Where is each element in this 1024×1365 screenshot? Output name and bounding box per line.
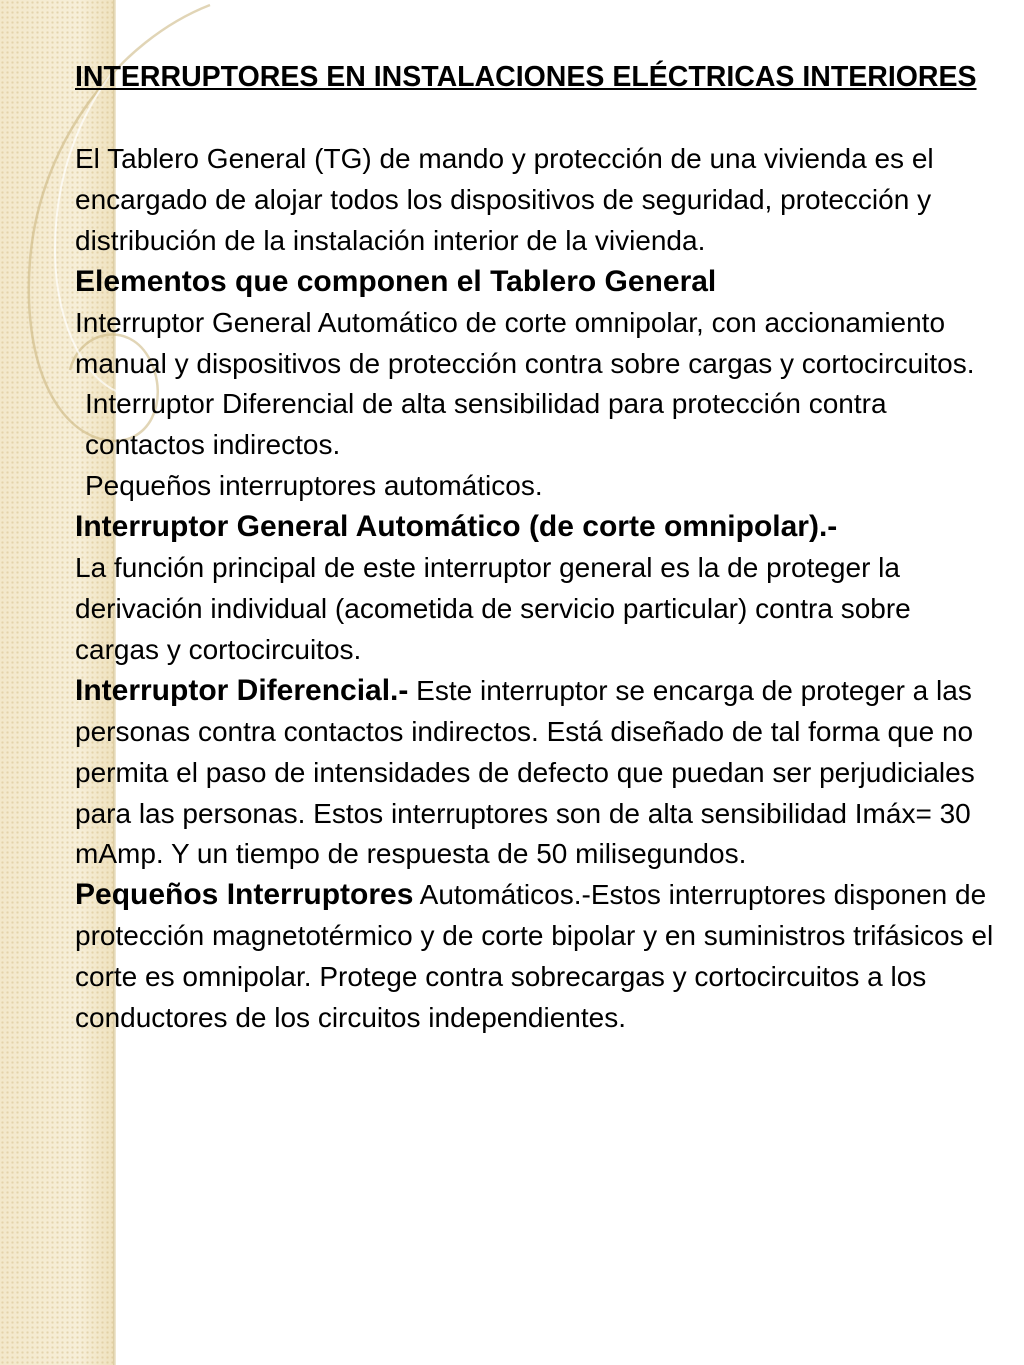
element-item-2: Interruptor Diferencial de alta sensibilidad para protección contra contactos indirectos.: [85, 388, 887, 461]
differential-paragraph: [75, 671, 1000, 876]
intro-paragraph: El Tablero General (TG) de mando y protección de una vivienda es el encargado de alojar todos los dispositivos de seguridad, protección y distribución de la instalación interior de la vivienda.: [75, 143, 934, 256]
small-breakers-text: Automáticos.-Estos interruptores disponen de protección magnetotérmico y de corte bipolar y en suministros trifásicos el corte es omnipolar. Protege contra sobrecargas y cortocircuitos a los conductores de los circuitos independientes.: [75, 879, 994, 1034]
small-breakers-heading: Pequeños Interruptores: [75, 878, 414, 912]
elements-heading: Elementos que componen el Tablero General: [75, 264, 717, 298]
differential-heading: Interruptor Diferencial.-: [75, 673, 409, 707]
small-breakers-paragraph: [75, 875, 1000, 1039]
differential-text: Este interruptor se encarga de proteger a las personas contra contactos indirectos. Está diseñado de tal forma que no permita el paso de intensidades de defecto que puedan ser perjudiciales para las personas. Estos interruptores son de alta sensibilidad Imáx= 30 mAmp. Y un tiempo de respuesta de 50 milisegundos.: [75, 674, 975, 870]
general-breaker-text: La función principal de este interruptor general es la de proteger la derivación individual (acometida de servicio particular) contra sobre cargas y cortocircuitos.: [75, 552, 911, 665]
blank-line: [75, 98, 1000, 139]
page-title: INTERRUPTORES EN INSTALACIONES ELÉCTRICAS INTERIORES: [75, 61, 977, 93]
general-breaker-heading: Interruptor General Automático (de corte omnipolar).-: [75, 510, 838, 544]
element-item-3: Pequeños interruptores automáticos.: [85, 470, 543, 502]
slide-content: [75, 57, 1000, 1039]
element-item-1: Interruptor General Automático de corte omnipolar, con accionamiento manual y dispositivos de protección contra sobre cargas y cortocircuitos.: [75, 306, 975, 379]
